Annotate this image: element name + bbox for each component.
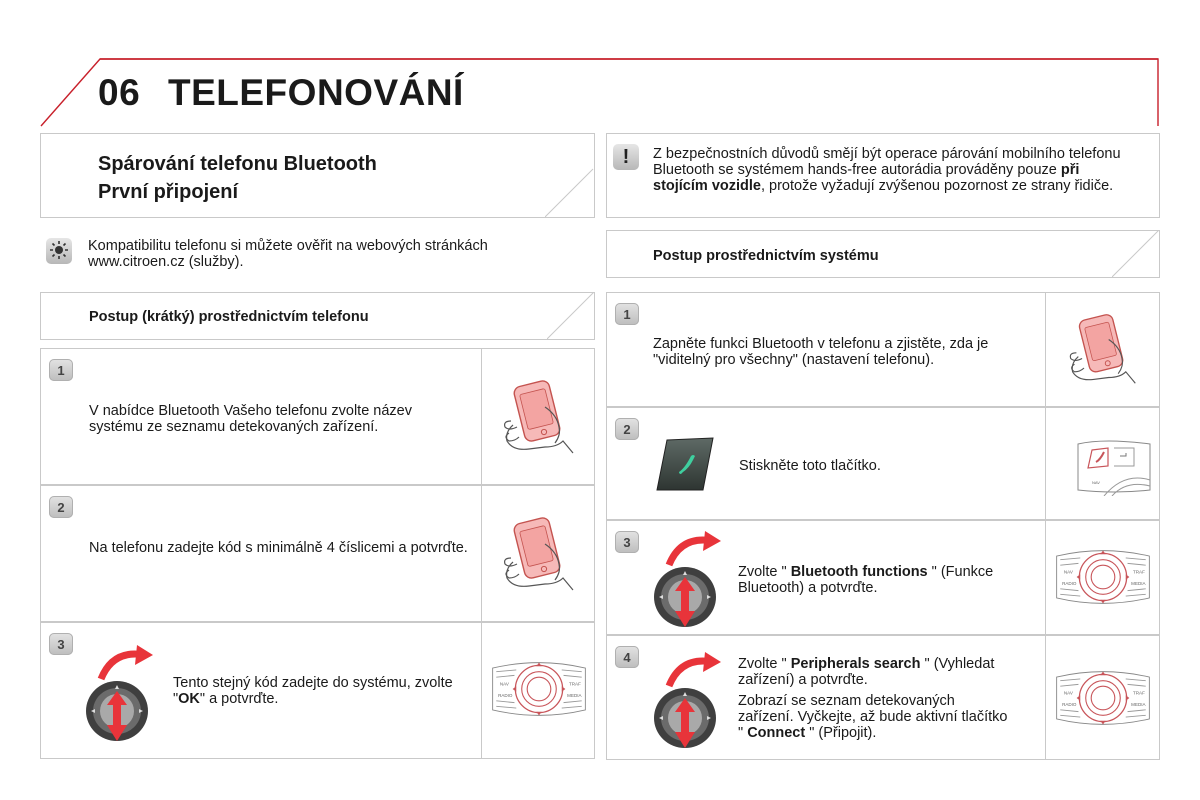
step-text: Zvolte " Bluetooth functions " (Funkce Bluetooth) a potvrďte.	[738, 564, 994, 596]
rotary-knob-icon	[651, 646, 731, 756]
phone-button-panel-icon	[1045, 408, 1159, 519]
step-text: V nabídce Bluetooth Vašeho telefonu zvolte název systému ze seznamu detekovaných zařízení.	[89, 403, 412, 435]
step-number-badge: 2	[49, 496, 73, 518]
step-number-badge: 2	[615, 418, 639, 440]
step-text: Tento stejný kód zadejte do systému, zvolte "OK" a potvrďte.	[173, 675, 453, 707]
control-panel-icon	[1045, 521, 1159, 634]
right-procedure-title: Postup prostřednictvím systému	[653, 248, 879, 264]
tip-text: Kompatibilitu telefonu si můžete ověřit na webových stránkách www.citroen.cz (služby).	[88, 238, 488, 270]
left-procedure-title-box	[40, 292, 595, 340]
warning-box	[606, 133, 1160, 218]
step-number-badge: 1	[49, 359, 73, 381]
phone-in-hand-icon	[481, 486, 595, 621]
section-title	[98, 150, 377, 206]
right-step-3	[606, 520, 1160, 635]
chapter-number: 06	[98, 72, 141, 113]
control-panel-icon	[481, 623, 595, 758]
left-step-1	[40, 348, 595, 485]
chapter-title: TELEFONOVÁNÍ	[168, 72, 464, 113]
exclamation-icon: !	[613, 144, 639, 170]
step-text: Na telefonu zadejte kód s minimálně 4 číslicemi a potvrďte.	[89, 540, 468, 556]
step-number-badge: 1	[615, 303, 639, 325]
section-title-line1: Spárování telefonu Bluetooth	[98, 153, 377, 175]
left-procedure-title: Postup (krátký) prostřednictvím telefonu	[89, 309, 369, 325]
rotary-knob-icon	[651, 525, 731, 635]
section-title-box	[40, 133, 595, 218]
chapter-header	[40, 58, 1160, 128]
right-step-4	[606, 635, 1160, 760]
phone-button-icon	[655, 436, 715, 492]
step-text: Stiskněte toto tlačítko.	[739, 458, 881, 474]
section-title-line2: První připojení	[98, 181, 239, 203]
control-panel-icon	[1045, 636, 1159, 759]
step-text-secondary: Zobrazí se seznam detekovaných zařízení. Vyčkejte, až bude aktivní tlačítko " Connect " (Připojit).	[738, 693, 1008, 741]
lightbulb-icon	[46, 238, 72, 264]
right-step-2	[606, 407, 1160, 520]
step-number-badge: 3	[615, 531, 639, 553]
phone-in-hand-icon	[481, 349, 595, 484]
step-text: Zapněte funkci Bluetooth v telefonu a zjistěte, zda je "viditelný pro všechny" (nastavení telefonu).	[653, 336, 989, 368]
left-step-2	[40, 485, 595, 622]
rotary-knob-icon	[83, 639, 163, 749]
tip-block	[40, 230, 595, 276]
right-procedure-title-box	[606, 230, 1160, 278]
left-step-3	[40, 622, 595, 759]
step-number-badge: 3	[49, 633, 73, 655]
phone-in-hand-icon	[1045, 293, 1159, 406]
right-step-1	[606, 292, 1160, 407]
warning-text: Z bezpečnostních důvodů smějí být operace párování mobilního telefonu Bluetooth se systémem hands-free autorádia prováděny pouze při stojícím vozidle, protože vyžadují zvýšenou pozornost ze strany řidiče.	[653, 146, 1121, 194]
step-text: Zvolte " Peripherals search " (Vyhledat zařízení) a potvrďte.	[738, 656, 995, 688]
step-number-badge: 4	[615, 646, 639, 668]
